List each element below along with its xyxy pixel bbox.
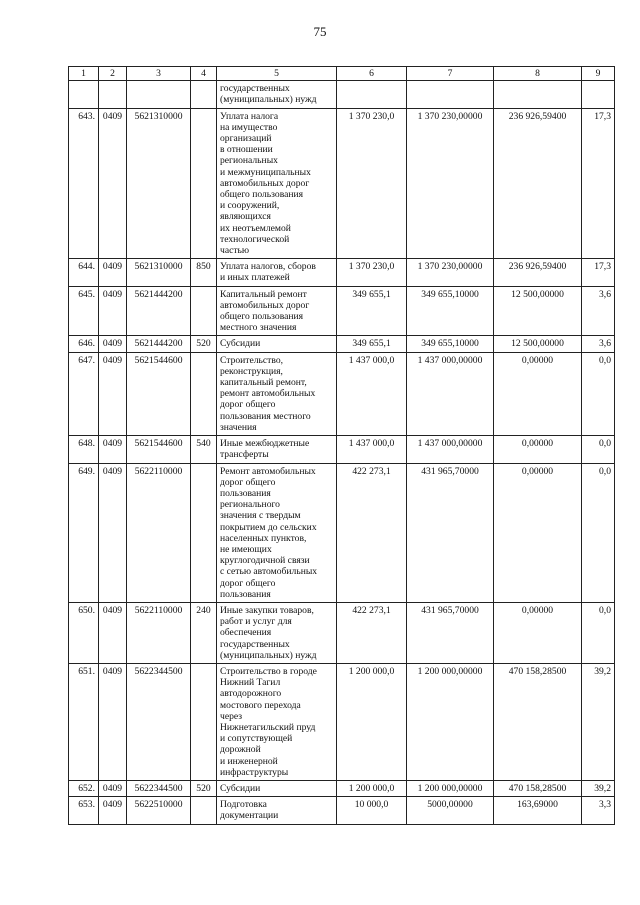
target-code: 5622110000 bbox=[127, 602, 191, 663]
column-header: 4 bbox=[191, 67, 217, 81]
revised-amount bbox=[407, 81, 494, 108]
column-header: 5 bbox=[217, 67, 337, 81]
item-name: Иные межбюджетные трансферты bbox=[217, 436, 337, 463]
column-header: 8 bbox=[494, 67, 582, 81]
execution-percent: 3,6 bbox=[582, 336, 615, 352]
row-number: 649. bbox=[69, 463, 99, 602]
table-row bbox=[69, 663, 615, 780]
item-name: Субсидии bbox=[217, 336, 337, 352]
planned-amount: 349 655,1 bbox=[337, 286, 407, 336]
section-code bbox=[99, 81, 127, 108]
target-code: 5621310000 bbox=[127, 259, 191, 286]
row-number: 650. bbox=[69, 602, 99, 663]
row-number: 648. bbox=[69, 436, 99, 463]
column-header: 6 bbox=[337, 67, 407, 81]
revised-amount: 1 200 000,00000 bbox=[407, 780, 494, 796]
section-code: 0409 bbox=[99, 780, 127, 796]
expense-type bbox=[191, 797, 217, 824]
planned-amount: 349 655,1 bbox=[337, 336, 407, 352]
planned-amount: 1 437 000,0 bbox=[337, 352, 407, 435]
execution-percent: 0,0 bbox=[582, 436, 615, 463]
planned-amount: 1 200 000,0 bbox=[337, 780, 407, 796]
section-code: 0409 bbox=[99, 108, 127, 259]
expense-type: 520 bbox=[191, 780, 217, 796]
column-header: 1 bbox=[69, 67, 99, 81]
executed-amount: 163,69000 bbox=[494, 797, 582, 824]
item-name: Подготовка документации bbox=[217, 797, 337, 824]
target-code: 5621444200 bbox=[127, 286, 191, 336]
item-name: Строительство, реконструкция, капитальный ремонт, ремонт автомобильных дорог общего пользования местного значения bbox=[217, 352, 337, 435]
table-row bbox=[69, 336, 615, 352]
executed-amount: 236 926,59400 bbox=[494, 108, 582, 259]
revised-amount: 1 437 000,00000 bbox=[407, 436, 494, 463]
section-code: 0409 bbox=[99, 286, 127, 336]
section-code: 0409 bbox=[99, 436, 127, 463]
executed-amount: 12 500,00000 bbox=[494, 286, 582, 336]
target-code: 5622344500 bbox=[127, 663, 191, 780]
item-name: Капитальный ремонт автомобильных дорог общего пользования местного значения bbox=[217, 286, 337, 336]
revised-amount: 1 200 000,00000 bbox=[407, 663, 494, 780]
row-number: 645. bbox=[69, 286, 99, 336]
planned-amount bbox=[337, 81, 407, 108]
expense-type bbox=[191, 352, 217, 435]
target-code: 5621310000 bbox=[127, 108, 191, 259]
target-code bbox=[127, 81, 191, 108]
item-name: государственных (муниципальных) нужд bbox=[217, 81, 337, 108]
revised-amount: 1 370 230,00000 bbox=[407, 108, 494, 259]
item-name: Иные закупки товаров, работ и услуг для обеспечения государственных (муниципальных) нужд bbox=[217, 602, 337, 663]
executed-amount: 470 158,28500 bbox=[494, 663, 582, 780]
revised-amount: 349 655,10000 bbox=[407, 286, 494, 336]
section-code: 0409 bbox=[99, 352, 127, 435]
planned-amount: 1 437 000,0 bbox=[337, 436, 407, 463]
row-number: 644. bbox=[69, 259, 99, 286]
planned-amount: 422 273,1 bbox=[337, 602, 407, 663]
section-code: 0409 bbox=[99, 602, 127, 663]
expense-type bbox=[191, 286, 217, 336]
table-row bbox=[69, 286, 615, 336]
planned-amount: 1 200 000,0 bbox=[337, 663, 407, 780]
table-row bbox=[69, 436, 615, 463]
execution-percent: 0,0 bbox=[582, 602, 615, 663]
column-header: 3 bbox=[127, 67, 191, 81]
executed-amount: 0,00000 bbox=[494, 352, 582, 435]
planned-amount: 1 370 230,0 bbox=[337, 259, 407, 286]
expense-type bbox=[191, 81, 217, 108]
table-row bbox=[69, 259, 615, 286]
executed-amount bbox=[494, 81, 582, 108]
execution-percent: 39,2 bbox=[582, 780, 615, 796]
row-number bbox=[69, 81, 99, 108]
expense-type bbox=[191, 108, 217, 259]
executed-amount: 0,00000 bbox=[494, 602, 582, 663]
expense-type: 850 bbox=[191, 259, 217, 286]
table-row bbox=[69, 463, 615, 602]
target-code: 5621544600 bbox=[127, 352, 191, 435]
execution-percent: 3,6 bbox=[582, 286, 615, 336]
execution-percent: 3,3 bbox=[582, 797, 615, 824]
row-number: 643. bbox=[69, 108, 99, 259]
expense-type: 520 bbox=[191, 336, 217, 352]
target-code: 5621444200 bbox=[127, 336, 191, 352]
planned-amount: 422 273,1 bbox=[337, 463, 407, 602]
execution-percent: 17,3 bbox=[582, 108, 615, 259]
row-number: 653. bbox=[69, 797, 99, 824]
executed-amount: 0,00000 bbox=[494, 463, 582, 602]
table-row bbox=[69, 352, 615, 435]
section-code: 0409 bbox=[99, 663, 127, 780]
row-number: 651. bbox=[69, 663, 99, 780]
revised-amount: 1 437 000,00000 bbox=[407, 352, 494, 435]
execution-percent bbox=[582, 81, 615, 108]
expense-type bbox=[191, 663, 217, 780]
section-code: 0409 bbox=[99, 259, 127, 286]
planned-amount: 1 370 230,0 bbox=[337, 108, 407, 259]
planned-amount: 10 000,0 bbox=[337, 797, 407, 824]
execution-percent: 17,3 bbox=[582, 259, 615, 286]
item-name: Уплата налогов, сборов и иных платежей bbox=[217, 259, 337, 286]
table-body bbox=[69, 81, 615, 824]
target-code: 5621544600 bbox=[127, 436, 191, 463]
target-code: 5622110000 bbox=[127, 463, 191, 602]
item-name: Субсидии bbox=[217, 780, 337, 796]
row-number: 646. bbox=[69, 336, 99, 352]
revised-amount: 5000,00000 bbox=[407, 797, 494, 824]
section-code: 0409 bbox=[99, 463, 127, 602]
executed-amount: 470 158,28500 bbox=[494, 780, 582, 796]
expense-type: 240 bbox=[191, 602, 217, 663]
revised-amount: 349 655,10000 bbox=[407, 336, 494, 352]
target-code: 5622344500 bbox=[127, 780, 191, 796]
table-row bbox=[69, 797, 615, 824]
row-number: 647. bbox=[69, 352, 99, 435]
section-code: 0409 bbox=[99, 797, 127, 824]
column-header: 7 bbox=[407, 67, 494, 81]
table-row bbox=[69, 108, 615, 259]
executed-amount: 0,00000 bbox=[494, 436, 582, 463]
column-header: 9 bbox=[582, 67, 615, 81]
table-row bbox=[69, 602, 615, 663]
item-name: Строительство в городе Нижний Тагил автодорожного мостового перехода через Нижнетагильский пруд и сопутствующей дорожной и инженерной инфраструктуры bbox=[217, 663, 337, 780]
expense-type bbox=[191, 463, 217, 602]
execution-percent: 39,2 bbox=[582, 663, 615, 780]
table-row bbox=[69, 780, 615, 796]
execution-percent: 0,0 bbox=[582, 463, 615, 602]
target-code: 5622510000 bbox=[127, 797, 191, 824]
budget-table bbox=[68, 66, 615, 825]
revised-amount: 431 965,70000 bbox=[407, 602, 494, 663]
item-name: Уплата налога на имущество организаций в отношении региональных и межмуниципальных автомобильных дорог общего пользования и сооружений, являющихся их неотъемлемой технологической частью bbox=[217, 108, 337, 259]
page-number: 75 bbox=[313, 24, 327, 39]
row-number: 652. bbox=[69, 780, 99, 796]
table-row bbox=[69, 81, 615, 108]
executed-amount: 236 926,59400 bbox=[494, 259, 582, 286]
header-row bbox=[69, 67, 615, 81]
revised-amount: 431 965,70000 bbox=[407, 463, 494, 602]
section-code: 0409 bbox=[99, 336, 127, 352]
executed-amount: 12 500,00000 bbox=[494, 336, 582, 352]
column-header: 2 bbox=[99, 67, 127, 81]
expense-type: 540 bbox=[191, 436, 217, 463]
item-name: Ремонт автомобильных дорог общего пользования регионального значения с твердым покрытием до сельских населенных пунктов, не имеющих круглогодичной связи с сетью автомобильных дорог общего пользования bbox=[217, 463, 337, 602]
revised-amount: 1 370 230,00000 bbox=[407, 259, 494, 286]
execution-percent: 0,0 bbox=[582, 352, 615, 435]
